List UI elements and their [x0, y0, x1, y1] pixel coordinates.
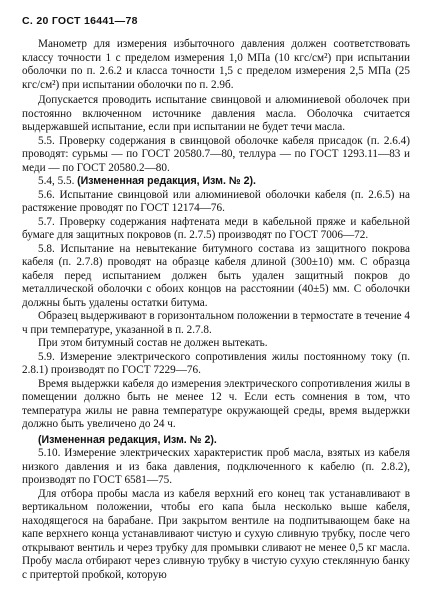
paragraph: 5.9. Измерение электрического сопротивления жилы постоянному току (п. 2.8.1) производят по ГОСТ 7229—76.	[22, 350, 410, 376]
paragraph: 5.8. Испытание на невытекание битумного состава из защитного покрова кабеля (п. 2.7.8) проводят на образце кабеля длиной (300±10) мм. С образца кабеля перед испытанием должен быть удален защитный покров до металлической оболочки с обоих концов на расстоянии (40±5) мм. С оболочки должны быть удалены остатки битума.	[22, 242, 410, 309]
page-header: С. 20 ГОСТ 16441—78	[22, 15, 138, 27]
paragraph	[22, 434, 410, 448]
paragraph: Манометр для измерения избыточного давления должен соответствовать классу точности 1 с пределом измерения 1,0 МПа (10 кгс/см²) при испытании оболочки по п. 2.6.2 и класса точности 1,5 с пределом измерения 2,5 МПа (25 кгс/см²) при испытании оболочки по п. 2.9б.	[22, 38, 410, 91]
paragraph: При этом битумный состав не должен вытекать.	[38, 337, 268, 349]
paragraph: Для отбора пробы масла из кабеля верхний его конец так устанавливают в вертикальном положении, чтобы его капа была несколько выше кабеля, находящегося на барабане. При закрытом вентиле на подпитывающем баке на капе верхнего конца устанавливают чистую и сухую сливную трубку, после чего открывают вентиль и через трубку для промывки сливают не менее 0,5 кг масла. Пробу масла отбирают через сливную трубку в чистую сухую стеклянную банку с притертой пробкой, которую	[22, 487, 410, 581]
paragraph: 5.6. Испытание свинцовой или алюминиевой оболочки кабеля (п. 2.6.5) на растяжение проводят по ГОСТ 12174—76.	[22, 188, 410, 214]
amendment-note: (Измененная редакция, Изм. № 2).	[38, 433, 217, 446]
amendment-note: (Измененная редакция, Изм. № 2).	[77, 175, 256, 187]
paragraph: Время выдержки кабеля до измерения электрического сопротивления жилы в помещении должно быть не менее 12 ч. Если есть сомнения в том, что температура жилы не равна температуре окружающей среды, время выдержки должно быть увеличено до 24 ч.	[22, 377, 410, 430]
paragraph: 5.10. Измерение электрических характеристик проб масла, взятых из кабеля низкого давления и из бака давления, подключенного к кабелю (п. 2.8.2), производят по ГОСТ 6581—75.	[22, 447, 410, 486]
paragraph	[22, 175, 410, 189]
document-body	[22, 38, 410, 582]
paragraph: 5.7. Проверку содержания нафтената меди в кабельной пряже и кабельной бумаге для защитных покровов (п. 2.7.5) производят по ГОСТ 7006—72.	[22, 215, 410, 241]
paragraph: Образец выдерживают в горизонтальном положении в термостате в течение 4 ч при температуре, указанной в п. 2.7.8.	[22, 310, 410, 336]
clause-ref: 5.4, 5.5.	[38, 175, 75, 187]
paragraph: 5.5. Проверку содержания в свинцовой оболочке кабеля присадок (п. 2.6.4) проводят: сурьмы — по ГОСТ 20580.7—80, теллура — по ГОСТ 1293.11—83 и меди — по ГОСТ 20580.2—80.	[22, 134, 410, 174]
paragraph: Допускается проводить испытание свинцовой и алюминиевой оболочек при постоянно включенном источнике давления масла. Оболочка считается выдержавшей испытание, если при испытании не будет течи масла.	[22, 94, 410, 133]
